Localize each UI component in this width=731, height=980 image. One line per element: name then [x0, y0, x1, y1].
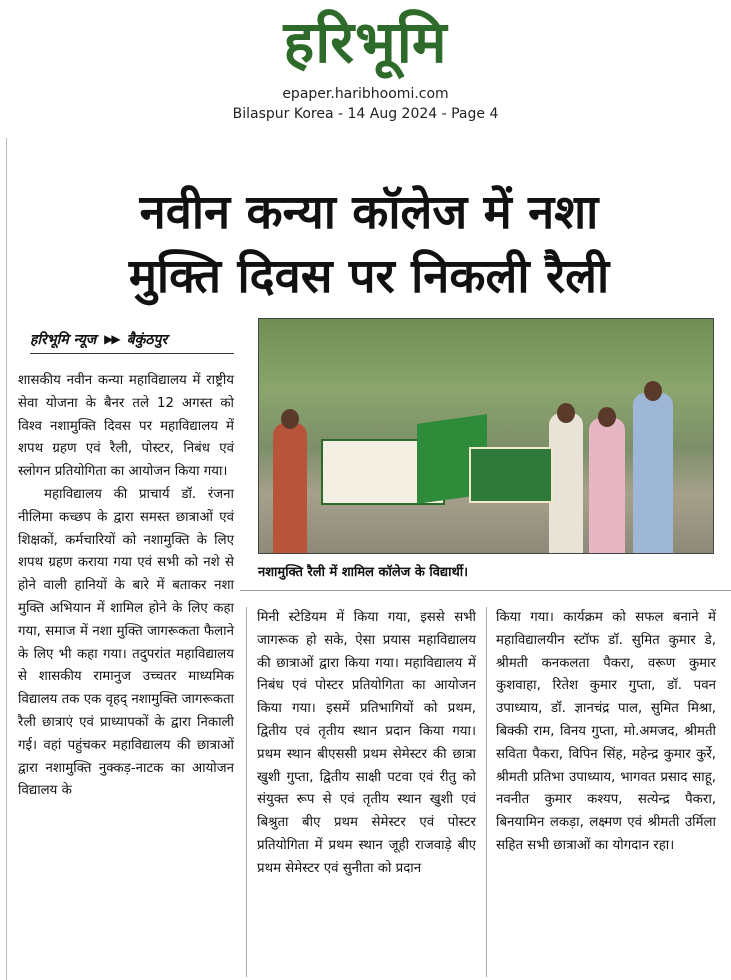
- paragraph-3: मिनी स्टेडियम में किया गया, इससे सभी जागरूक हो सके, ऐसा प्रयास महाविद्यालय की छात्राओं द्वारा किया गया। महाविद्यालय में निबंध एवं पोस्टर प्रतियोगिता का आयोजन किया गया। इसमें प्रतिभागियों को प्रथम, द्वितीय एवं तृतीय स्थान प्रदान किया गया। प्रथम स्थान बीएससी प्रथम सेमेस्टर की छात्रा खुशी गुप्ता, द्वितीय साक्षी पटवा एवं रीतु को संयुक्त रूप से एवं तृतीय स्थान खुशी एवं बिश्रुता बीए प्रथम सेमेस्टर एवं पोस्टर प्रतियोगिता में प्रथम स्थान जूही राजवाड़े बीए प्रथम सेमेस्टर एवं सुनीता को प्रदान: [257, 610, 476, 876]
- article-column-1: [18, 370, 234, 803]
- article-headline: [24, 181, 714, 309]
- masthead: [0, 0, 731, 130]
- photo-figure: [549, 413, 583, 553]
- newspaper-logo: हरिभूमि: [283, 8, 448, 76]
- photo-figure-head: [281, 409, 299, 429]
- article-column-2: [257, 607, 476, 881]
- photo-figure: [589, 418, 625, 553]
- photo-figure-head: [644, 381, 662, 401]
- photo-figure-head: [557, 403, 575, 423]
- photo-figure-head: [598, 407, 616, 427]
- paragraph-2: महाविद्यालय की प्राचार्य डॉ. रंजना नीलिमा कच्छप के द्वारा समस्त छात्राओं एवं शिक्षकों, कर्मचारियों को नशामुक्ति के लिए शपथ ग्रहण कराया गया एवं सभी को नशे से होने वाली हानियों के बारे में बताकर नशा मुक्ति अभियान में शामिल होने के लिए कहा गया, समाज में नशा मुक्ति जागरूकता फैलाने के लिए भी कहा गया। तदुपरांत महाविद्यालय से शासकीय रामानुज उच्चतर माध्यमिक विद्यालय तक एक वृहद् नशामुक्ति जागरूकता रैली छात्राएं एवं प्राध्यापकों के द्वारा निकाली गई। वहां पहुंचकर महाविद्यालय की छात्राओं द्वारा नशामुक्ति नुक्कड़-नाटक का आयोजन विद्यालय के: [18, 486, 234, 799]
- edition-line: Bilaspur Korea - 14 Aug 2024 - Page 4: [232, 106, 499, 122]
- column-divider-2: [486, 607, 487, 977]
- article-column-3: [496, 607, 716, 858]
- byline: [30, 325, 234, 354]
- byline-place: बैकुंठपुर: [126, 331, 168, 348]
- rally-photo: [258, 318, 714, 554]
- epaper-url[interactable]: epaper.haribhoomi.com: [282, 86, 449, 102]
- double-arrow-icon: ▶▶: [104, 332, 119, 346]
- headline-line-1: नवीन कन्या कॉलेज में नशा: [139, 185, 599, 241]
- paragraph-1: शासकीय नवीन कन्या महाविद्यालय में राष्ट्रीय सेवा योजना के बैनर तले 12 अगस्त को विश्व नशामुक्ति दिवस पर महाविद्यालय में शपथ ग्रहण एवं रैली, पोस्टर, निबंध एवं स्लोगन प्रतियोगिता का आयोजन किया गया।: [18, 373, 234, 480]
- paragraph-4: किया गया। कार्यक्रम को सफल बनाने में महाविद्यालयीन स्टॉफ डॉ. सुमित कुमार डे, श्रीमती कनकलता पैकरा, वरूण कुमार कुशवाहा, रितेश कुमार गुप्ता, डॉ. पवन उपाध्याय, डॉ. ज्ञानचंद्र पाल, सुमित मिश्रा, बिक्की राम, विनय गुप्ता, मो.अमजद, श्रीमती सविता पैकरा, विपिन सिंह, महेन्द्र कुमार कुर्रे, श्रीमती प्रतिभा उपाध्याय, भागवत प्रसाद साहू, नवनीत कुमार कश्यप, सत्येन्द्र पैकरा, बिनयामिन लकड़ा, लक्ष्मण एवं श्रीमती उर्मिला सहित सभी छात्राओं का योगदान रहा।: [496, 610, 716, 853]
- headline-line-2: मुक्ति दिवस पर निकली रैली: [128, 249, 610, 305]
- photo-figure: [633, 393, 673, 553]
- byline-source: हरिभूमि न्यूज: [30, 331, 97, 348]
- caption-rule: [240, 590, 731, 591]
- left-column-rule: [6, 138, 7, 980]
- rally-banner-2: [469, 447, 553, 503]
- photo-caption: नशामुक्ति रैली में शामिल कॉलेज के विद्यार्थी।: [258, 565, 469, 580]
- column-divider-1: [246, 607, 247, 977]
- photo-figure: [273, 423, 307, 553]
